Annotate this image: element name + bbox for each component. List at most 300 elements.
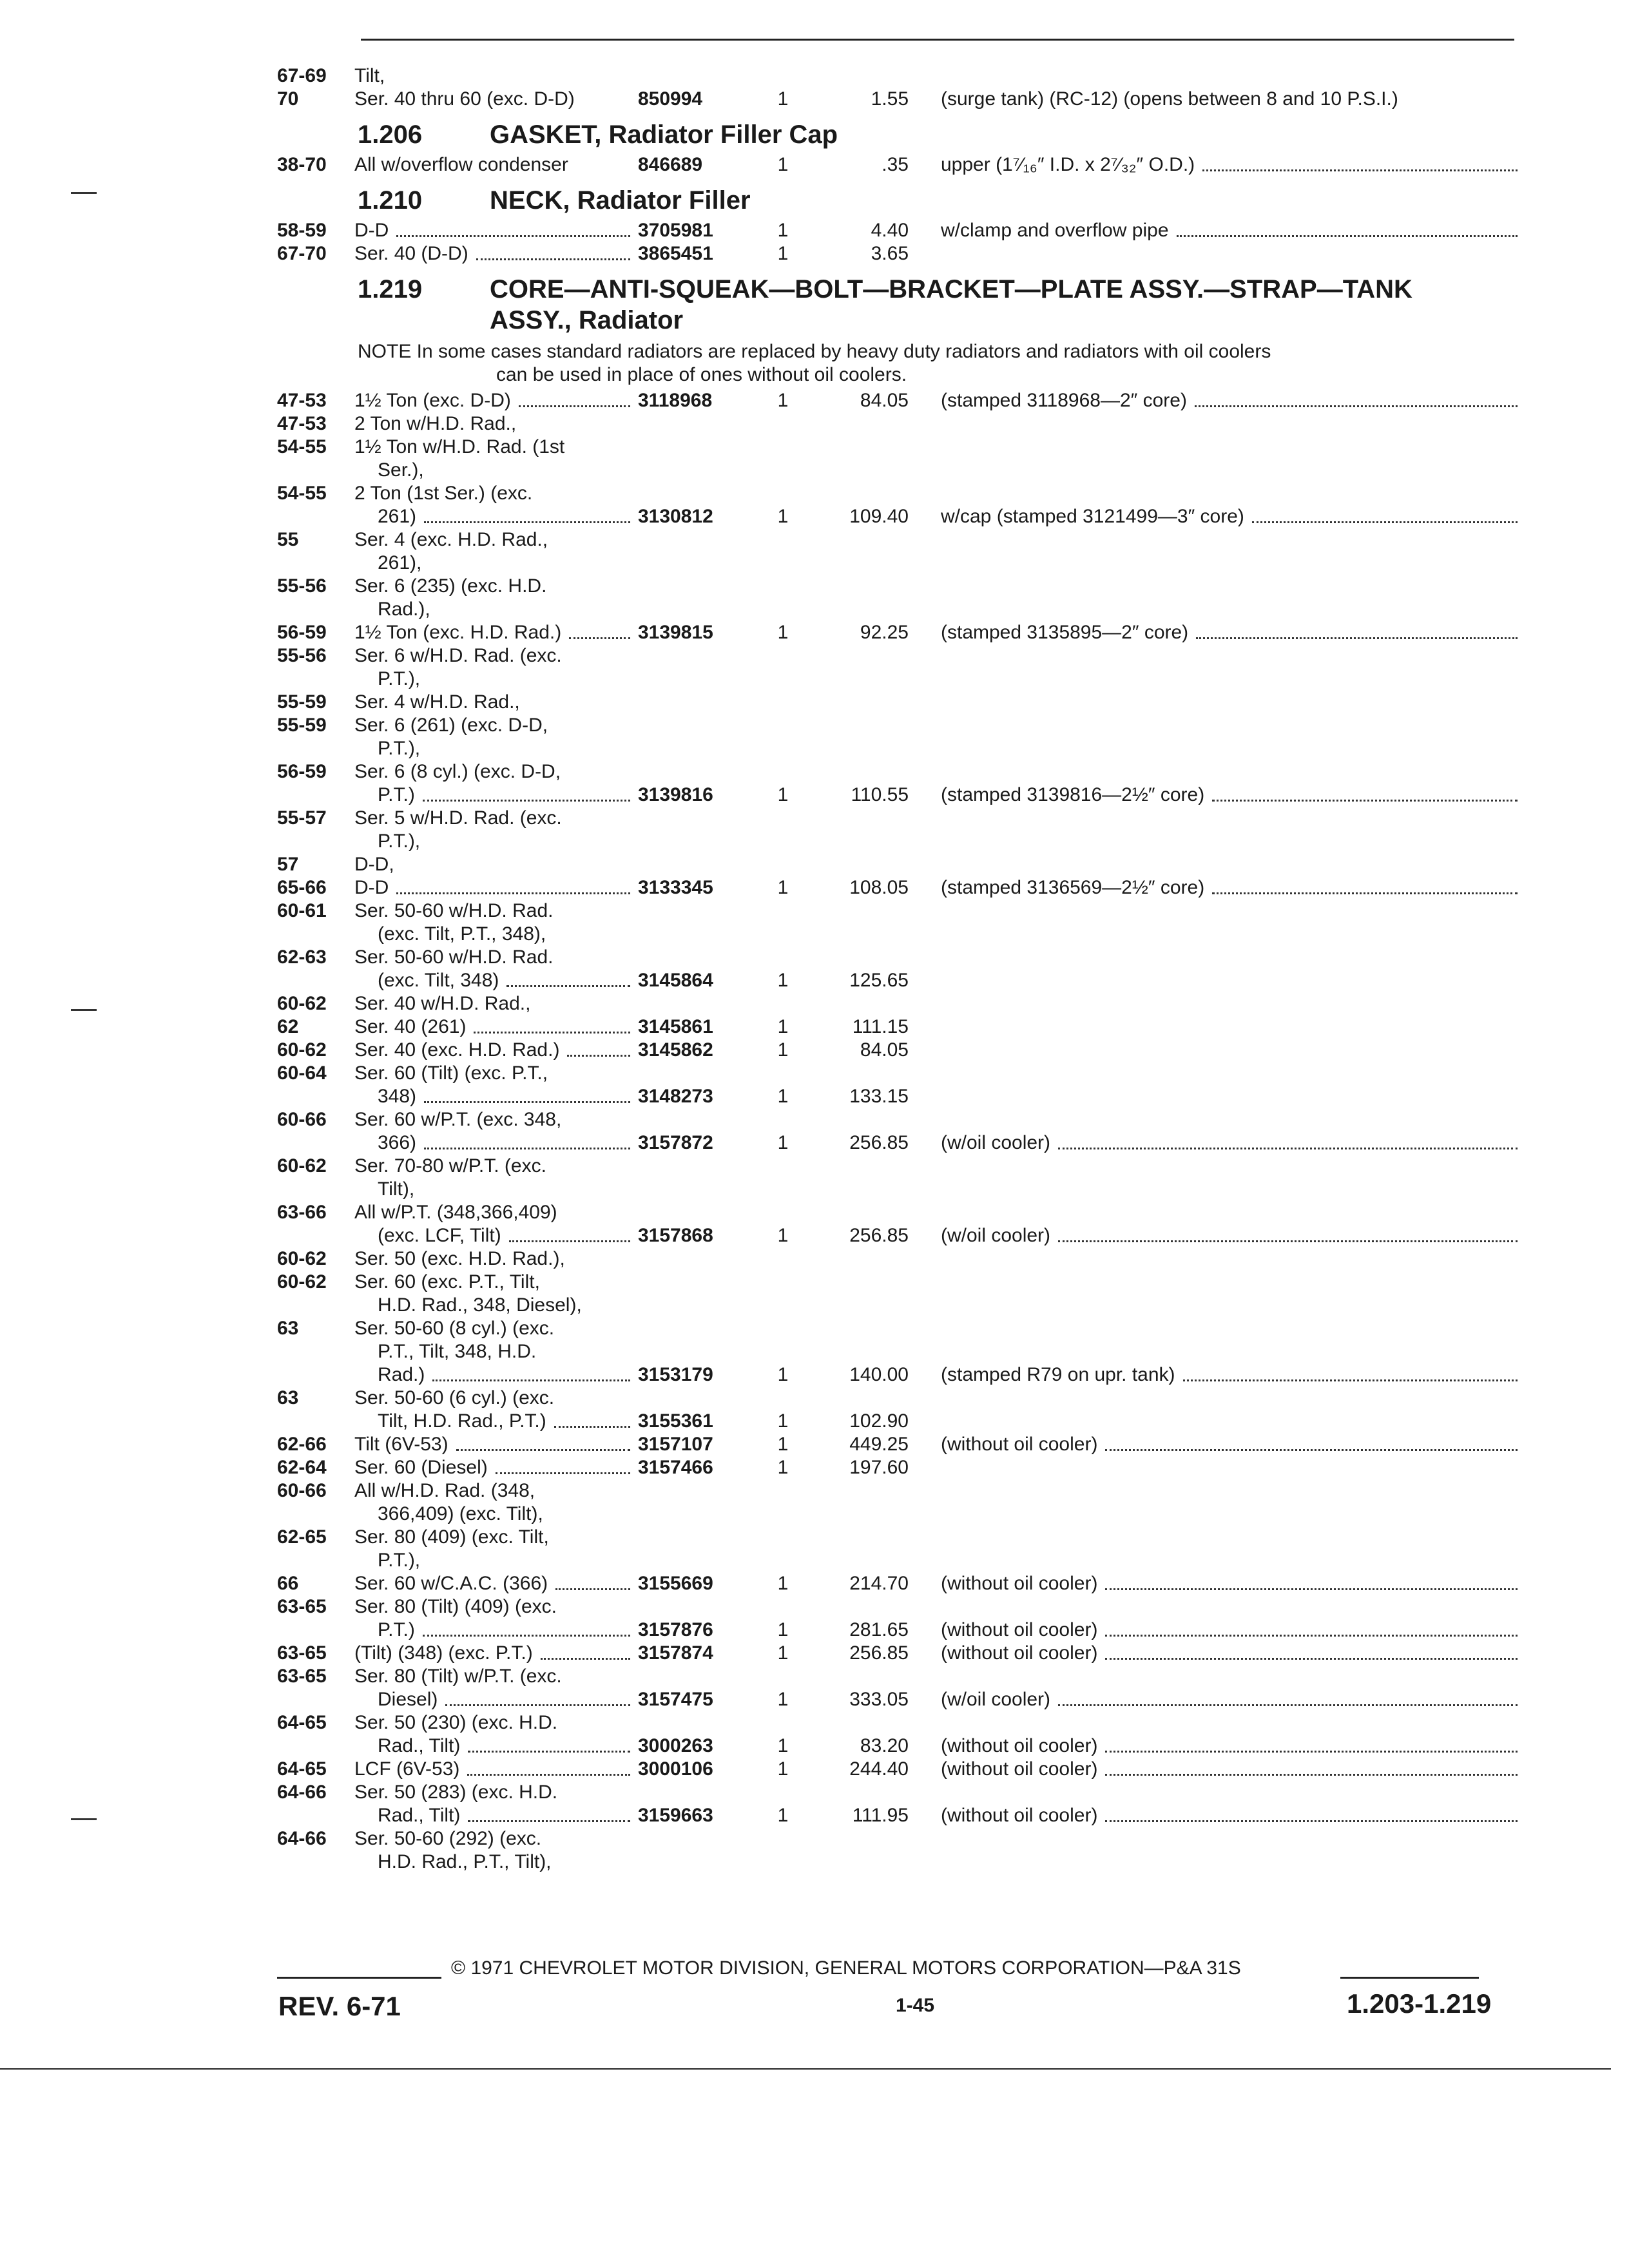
application-description: Ser.), [378,459,424,481]
table-row [277,1827,1534,1850]
application-description: Ser. 5 w/H.D. Rad. (exc. [354,807,562,829]
list-price: 256.85 [849,1132,909,1153]
application-description: (exc. LCF, Tilt) [378,1225,501,1246]
application-description: LCF (6V-53) [354,1758,460,1780]
quantity: 1 [777,877,789,898]
quantity: 1 [777,1689,789,1710]
bottom-rule [0,2068,1611,2070]
part-remark: w/cap (stamped 3121499—3″ core) [941,506,1244,527]
table-row [277,153,1534,177]
application-description: Ser. 60 w/P.T. (exc. 348, [354,1109,562,1130]
table-row [277,1387,1534,1410]
application-description: Ser. 6 (8 cyl.) (exc. D-D, [354,761,561,782]
application-description: Ser. 60 (Diesel) [354,1457,488,1478]
table-row [277,899,1534,923]
part-number: 3145862 [638,1039,713,1061]
application-description: Ser. 40 (exc. H.D. Rad.) [354,1039,560,1061]
remark-leader-dots [1252,521,1518,523]
application-description: 261), [378,552,422,573]
remark-leader-dots [1212,892,1518,894]
application-description: All w/P.T. (348,366,409) [354,1202,557,1223]
part-number: 3157872 [638,1132,713,1153]
table-row [277,1271,1534,1294]
table-row [277,714,1534,737]
list-price: 197.60 [849,1457,909,1478]
quantity: 1 [777,1619,789,1640]
section-spacer [277,1874,1534,1879]
leader-dots [424,521,630,523]
part-remark: (without oil cooler) [941,1434,1098,1455]
leader-dots [467,1774,630,1776]
leader-dots [456,1449,630,1451]
revision-label: REV. 6-71 [278,1991,401,2021]
application-description: 1½ Ton (exc. H.D. Rad.) [354,622,562,643]
part-number: 3157868 [638,1225,713,1246]
application-description: Ser. 4 w/H.D. Rad., [354,691,520,713]
remark-leader-dots [1196,637,1518,639]
model-year: 38-70 [277,154,327,175]
table-row [277,1619,1534,1642]
list-price: 256.85 [849,1225,909,1246]
table-row [277,760,1534,783]
table-row [277,459,1534,482]
quantity: 1 [777,390,789,411]
table-row [277,1178,1534,1201]
application-description: Ser. 80 (Tilt) w/P.T. (exc. [354,1666,562,1687]
application-description: D-D [354,220,389,241]
model-year: 63 [277,1387,299,1408]
model-year: 60-66 [277,1480,327,1501]
part-number: 3000263 [638,1735,713,1756]
list-price: 281.65 [849,1619,909,1640]
leader-dots [519,405,630,407]
part-number: 3148273 [638,1086,713,1107]
application-description: P.T.) [378,784,415,805]
leader-dots [424,1148,630,1149]
part-remark: (stamped 3135895—2″ core) [941,622,1189,643]
note-line: can be used in place of ones without oil coolers. [496,364,907,385]
application-description: Ser. 6 (235) (exc. H.D. [354,575,547,597]
leader-dots [424,1101,630,1103]
remark-leader-dots [1183,1379,1518,1381]
application-description: Ser. 60 w/C.A.C. (366) [354,1573,548,1594]
model-year: 60-62 [277,993,327,1014]
table-row [277,1294,1534,1317]
table-row [277,88,1534,111]
model-year: 64-66 [277,1782,327,1803]
application-description: Rad.), [378,599,430,620]
table-row [277,1503,1534,1526]
quantity: 1 [777,1039,789,1061]
part-number: 3155361 [638,1410,713,1432]
part-number: 3133345 [638,877,713,898]
list-price: 84.05 [860,390,909,411]
table-row [277,853,1534,876]
part-remark: (w/oil cooler) [941,1132,1051,1153]
application-description: H.D. Rad., 348, Diesel), [378,1294,582,1316]
table-row [277,219,1534,242]
section-spacer [277,177,1534,182]
model-year: 60-62 [277,1155,327,1177]
table-row [277,1526,1534,1549]
table-row [277,1015,1534,1039]
leader-dots [567,1055,630,1057]
model-year: 70 [277,88,299,110]
list-price: .35 [882,154,909,175]
part-number: 3153179 [638,1364,713,1385]
remark-leader-dots [1058,1148,1518,1149]
application-description: All w/overflow condenser [354,154,568,175]
application-description: Ser. 50-60 w/H.D. Rad. [354,900,554,921]
quantity: 1 [777,970,789,991]
leader-dots [569,637,630,639]
remark-leader-dots [1058,1704,1518,1706]
table-row [277,1688,1534,1711]
section-number: 1.210 [358,186,423,215]
table-row [277,1850,1534,1874]
list-price: 102.90 [849,1410,909,1432]
part-remark: (without oil cooler) [941,1573,1098,1594]
table-row [277,1340,1534,1363]
table-row [277,1456,1534,1479]
table-row [277,668,1534,691]
application-description: Diesel) [378,1689,438,1710]
part-remark: upper (1⁷⁄₁₆″ I.D. x 2⁷⁄₃₂″ O.D.) [941,154,1195,175]
model-year: 60-62 [277,1039,327,1061]
model-year: 62-64 [277,1457,327,1478]
model-year: 58-59 [277,220,327,241]
list-price: 92.25 [860,622,909,643]
application-description: Ser. 80 (Tilt) (409) (exc. [354,1596,557,1617]
leader-dots [509,1240,630,1242]
quantity: 1 [777,1457,789,1478]
application-description: Tilt, H.D. Rad., P.T.) [378,1410,546,1432]
model-year: 60-62 [277,1248,327,1269]
part-remark: (stamped 3136569—2½″ core) [941,877,1205,898]
model-year: 55-59 [277,691,327,713]
part-remark: (stamped 3118968—2″ core) [941,390,1187,411]
leader-dots [541,1658,630,1660]
list-price: 140.00 [849,1364,909,1385]
application-description: P.T.), [378,831,421,852]
leader-dots [554,1426,630,1428]
application-description: Rad.) [378,1364,425,1385]
application-description: Ser. 50-60 w/H.D. Rad. [354,947,554,968]
part-remark: (w/oil cooler) [941,1225,1051,1246]
application-description: All w/H.D. Rad. (348, [354,1480,535,1501]
model-year: 65-66 [277,877,327,898]
quantity: 1 [777,154,789,175]
application-description: Rad., Tilt) [378,1805,461,1826]
quantity: 1 [777,1573,789,1594]
quantity: 1 [777,1758,789,1780]
table-row [277,1711,1534,1735]
application-description: 2 Ton (1st Ser.) (exc. [354,483,533,504]
list-price: 214.70 [849,1573,909,1594]
footer-rule-left [277,1977,441,1979]
application-description: Ser. 50-60 (8 cyl.) (exc. [354,1318,555,1339]
list-price: 83.20 [860,1735,909,1756]
table-row [277,1595,1534,1619]
model-year: 62-65 [277,1526,327,1548]
application-description: 1½ Ton (exc. D-D) [354,390,511,411]
part-number: 3159663 [638,1805,713,1826]
leader-dots [476,258,630,260]
part-remark: (stamped R79 on upr. tank) [941,1364,1175,1385]
part-number: 3705981 [638,220,713,241]
table-row [277,242,1534,265]
model-year: 47-53 [277,413,327,434]
part-number: 3145864 [638,970,713,991]
table-row [277,1224,1534,1247]
section-range: 1.203-1.219 [1347,1988,1492,2019]
table-row [277,621,1534,644]
list-price: 449.25 [849,1434,909,1455]
part-number: 3139815 [638,622,713,643]
table-row [277,1410,1534,1433]
application-description: Ser. 50-60 (292) (exc. [354,1828,542,1849]
model-year: 63 [277,1318,299,1339]
section-title-continued: ASSY., Radiator [490,306,684,334]
leader-dots [555,1588,630,1590]
model-year: 62 [277,1016,299,1037]
page-number: 1-45 [896,1995,935,2016]
section-number: 1.219 [358,275,423,303]
application-description: P.T.), [378,1550,421,1571]
table-row [277,969,1534,992]
list-price: 111.15 [852,1016,909,1037]
list-price: 84.05 [860,1039,909,1061]
list-price: 125.65 [849,970,909,991]
quantity: 1 [777,1642,789,1664]
application-description: Ser. 50-60 (6 cyl.) (exc. [354,1387,555,1408]
table-row [277,575,1534,598]
quantity: 1 [777,1434,789,1455]
table-row [277,1317,1534,1340]
application-description: 1½ Ton w/H.D. Rad. (1st [354,436,565,457]
model-year: 55-59 [277,715,327,736]
model-year: 60-64 [277,1062,327,1084]
list-price: 110.55 [851,784,909,805]
quantity: 1 [777,622,789,643]
table-row [277,528,1534,552]
application-description: Ser. 50 (exc. H.D. Rad.), [354,1248,565,1269]
part-number: 3157475 [638,1689,713,1710]
table-row [277,64,1534,88]
model-year: 56-59 [277,622,327,643]
top-rule [361,39,1514,41]
remark-leader-dots [1058,1240,1518,1242]
list-price: 133.15 [849,1086,909,1107]
application-description: Ser. 6 w/H.D. Rad. (exc. [354,645,562,666]
application-description: Ser. 40 (D-D) [354,243,468,264]
part-number: 3130812 [638,506,713,527]
table-row [277,482,1534,505]
model-year: 56-59 [277,761,327,782]
application-description: Ser. 50 (283) (exc. H.D. [354,1782,558,1803]
model-year: 63-66 [277,1202,327,1223]
model-year: 67-70 [277,243,327,264]
part-number: 850994 [638,88,703,110]
application-description: P.T., Tilt, 348, H.D. [378,1341,537,1362]
application-description: (Tilt) (348) (exc. P.T.) [354,1642,533,1664]
leader-dots [474,1032,630,1033]
table-row [277,1201,1534,1224]
part-remark: (without oil cooler) [941,1758,1098,1780]
part-remark: (stamped 3139816—2½″ core) [941,784,1205,805]
application-description: P.T.), [378,738,421,759]
table-row [277,1758,1534,1781]
application-description: Ser. 40 (261) [354,1016,467,1037]
table-row [277,1665,1534,1688]
part-number: 3118968 [638,390,713,411]
application-description: D-D, [354,854,394,875]
section-number: 1.206 [358,120,423,149]
parts-catalog-page [277,64,1534,1879]
list-price: 256.85 [849,1642,909,1664]
list-price: 109.40 [849,506,909,527]
leader-dots [396,892,630,894]
quantity: 1 [777,1016,789,1037]
part-number: 3000106 [638,1758,713,1780]
quantity: 1 [777,243,789,264]
part-remark: w/clamp and overflow pipe [941,220,1169,241]
table-row [277,737,1534,760]
section-title: CORE—ANTI-SQUEAK—BOLT—BRACKET—PLATE ASSY.—STRAP—TANK [490,275,1412,303]
application-description: P.T.) [378,1619,415,1640]
part-number: 3145861 [638,1016,713,1037]
remark-leader-dots [1202,169,1518,171]
model-year: 54-55 [277,436,327,457]
list-price: 1.55 [871,88,909,110]
application-description: Ser. 4 (exc. H.D. Rad., [354,529,548,550]
quantity: 1 [777,1410,789,1432]
table-row [277,946,1534,969]
model-year: 67-69 [277,65,327,86]
remark-leader-dots [1105,1774,1518,1776]
table-row [277,807,1534,830]
model-year: 55-57 [277,807,327,829]
table-row [277,1572,1534,1595]
quantity: 1 [777,220,789,241]
model-year: 47-53 [277,390,327,411]
application-description: H.D. Rad., P.T., Tilt), [378,1851,552,1872]
copyright-line: © 1971 CHEVROLET MOTOR DIVISION, GENERAL MOTORS CORPORATION—P&A 31S [451,1957,1241,1979]
table-row [277,923,1534,946]
application-description: D-D [354,877,389,898]
application-description: Ser. 40 thru 60 (exc. D-D) [354,88,575,110]
application-description: Ser. 80 (409) (exc. Tilt, [354,1526,549,1548]
application-description: Ser. 50 (230) (exc. H.D. [354,1712,558,1733]
footer-rule-right [1340,1977,1479,1979]
list-price: 3.65 [871,243,909,264]
remark-leader-dots [1105,1449,1518,1451]
model-year: 64-65 [277,1758,327,1780]
list-price: 111.95 [852,1805,909,1826]
table-row [277,992,1534,1015]
remark-leader-dots [1105,1658,1518,1660]
part-number: 3865451 [638,243,713,264]
application-description: Ser. 6 (261) (exc. D-D, [354,715,548,736]
application-description: Tilt, [354,65,385,86]
table-row [277,1642,1534,1665]
table-row [277,830,1534,853]
table-row [277,412,1534,436]
table-row [277,389,1534,412]
quantity: 1 [777,1086,789,1107]
model-year: 63-65 [277,1642,327,1664]
application-description: Rad., Tilt) [378,1735,461,1756]
quantity: 1 [777,88,789,110]
part-number: 3157874 [638,1642,713,1664]
part-remark: (without oil cooler) [941,1735,1098,1756]
table-row [277,1781,1534,1804]
application-description: Ser. 60 (Tilt) (exc. P.T., [354,1062,548,1084]
list-price: 4.40 [871,220,909,241]
model-year: 62-63 [277,947,327,968]
application-description: Ser. 40 w/H.D. Rad., [354,993,531,1014]
list-price: 108.05 [849,877,909,898]
model-year: 54-55 [277,483,327,504]
quantity: 1 [777,1225,789,1246]
table-row [277,1479,1534,1503]
part-number: 3155669 [638,1573,713,1594]
leader-dots [445,1704,630,1706]
quantity: 1 [777,784,789,805]
remark-leader-dots [1212,800,1518,802]
model-year: 60-62 [277,1271,327,1293]
table-row [277,436,1534,459]
part-remark: (w/oil cooler) [941,1689,1051,1710]
model-year: 55-56 [277,575,327,597]
model-year: 57 [277,854,299,875]
model-year: 66 [277,1573,299,1594]
list-price: 333.05 [849,1689,909,1710]
remark-leader-dots [1105,1635,1518,1637]
part-number: 3139816 [638,784,713,805]
quantity: 1 [777,506,789,527]
table-row [277,552,1534,575]
quantity: 1 [777,1805,789,1826]
application-description: Ser. 70-80 w/P.T. (exc. [354,1155,546,1177]
remark-leader-dots [1105,1588,1518,1590]
leader-dots [506,985,630,987]
model-year: 60-61 [277,900,327,921]
part-remark: (without oil cooler) [941,1805,1098,1826]
model-year: 64-66 [277,1828,327,1849]
table-row [277,691,1534,714]
table-row [277,1155,1534,1178]
model-year: 62-66 [277,1434,327,1455]
table-row [277,505,1534,528]
remark-leader-dots [1177,235,1518,237]
quantity: 1 [777,1132,789,1153]
part-remark: (surge tank) (RC-12) (opens between 8 and 10 P.S.I.) [941,88,1398,110]
leader-dots [423,1635,630,1637]
application-description: 2 Ton w/H.D. Rad., [354,413,517,434]
part-number: 3157466 [638,1457,713,1478]
table-row [277,1549,1534,1572]
section-heading [277,182,1534,219]
margin-mark [71,1009,97,1011]
model-year: 60-66 [277,1109,327,1130]
model-year: 55-56 [277,645,327,666]
table-row [277,1433,1534,1456]
section-title: NECK, Radiator Filler [490,186,751,215]
remark-leader-dots [1105,1751,1518,1753]
note-line: NOTE In some cases standard radiators are replaced by heavy duty radiators and radiators with oil coolers [358,341,1271,362]
table-row [277,1363,1534,1387]
